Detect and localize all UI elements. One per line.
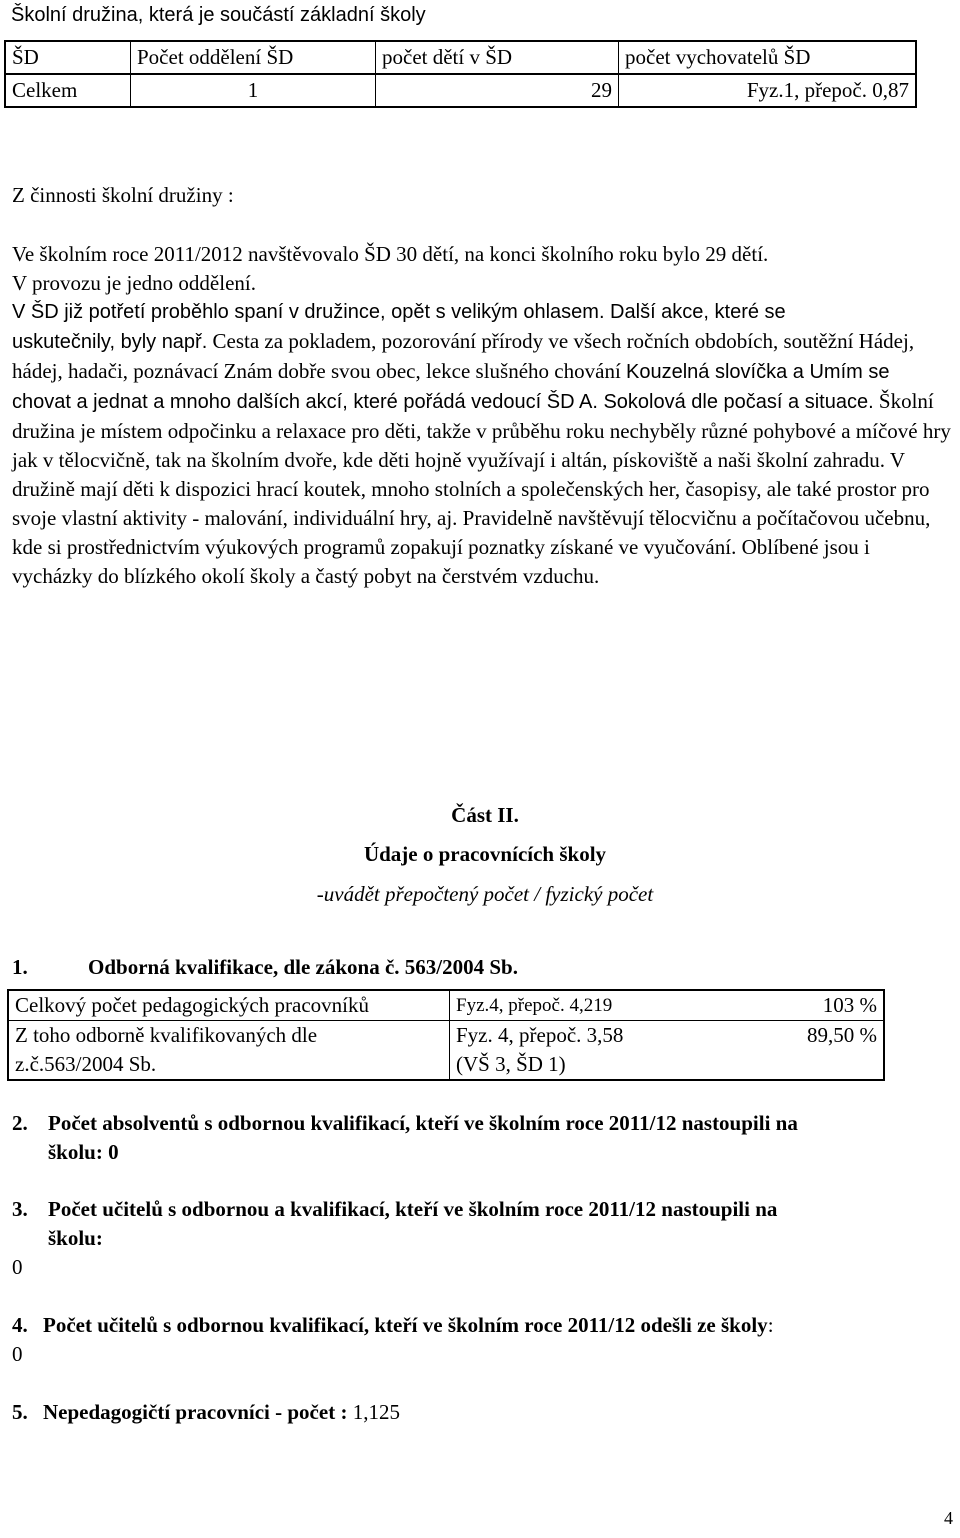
table-cell: Z toho odborně kvalifikovaných dle z.č.563/2004 Sb. [8,1021,450,1081]
qualification-table [7,989,885,1081]
section2-line1: Počet absolventů s odbornou kvalifikací, kteří ve školním roce 2011/12 nastoupili na [48,1111,798,1135]
table-cell: 103 % [686,990,884,1021]
section3-value: 0 [12,1255,23,1279]
table-cell: Fyz.1, přepoč. 0,87 [619,74,917,107]
section1-number: 1. [12,955,28,979]
table-cell: Fyz. 4, přepoč. 3,58 (VŠ 3, ŠD 1) [450,1021,687,1081]
section5-row [12,1400,400,1425]
table-cell: 29 [376,74,619,107]
section3-line1: Počet učitelů s odbornou a kvalifikací, kteří ve školním roce 2011/12 nastoupili na [48,1197,778,1221]
text-span: Kouzelná slovíčka a Umím se chovat a jednat a mnoho dalších akcí, které pořádá vedoucí ŠD A. Sokolová dle počasí a situace. [12,361,890,413]
section5-number: 5. [12,1400,28,1424]
table-header-cell: počet vychovatelů ŠD [619,41,917,74]
section4-number: 4. [12,1313,28,1337]
section4-colon: : [767,1313,774,1337]
staff-table [4,40,917,108]
table-header-cell: Počet oddělení ŠD [131,41,376,74]
table-row [8,1021,884,1081]
section4-value: 0 [12,1342,23,1366]
page-number: 4 [944,1508,953,1528]
table-cell: 89,50 % [686,1021,884,1081]
section2-line2: školu: 0 [48,1140,119,1164]
part-note: -uvádět přepočtený počet / fyzický počet [316,882,654,906]
section5-value: 1,125 [347,1400,400,1424]
section-heading: Školní družina, která je součástí základní školy [11,4,426,26]
activities-intro [12,240,957,327]
section1-title: Odborná kvalifikace, dle zákona č. 563/2004 Sb. [88,955,518,979]
section5-title: Nepedagogičtí pracovníci - počet : [43,1400,348,1424]
table-header-cell: počet dětí v ŠD [376,41,619,74]
table-header-cell: ŠD [5,41,131,74]
text-line: V ŠD již potřetí proběhlo spaní v družince, opět s velikým ohlasem. Další akce, které se [12,301,786,323]
part-title: Část II. [451,803,519,827]
table-cell: Celkový počet pedagogických pracovníků [8,990,450,1021]
text-line: V provozu je jedno oddělení. [12,271,256,295]
section3-number: 3. [12,1197,28,1221]
text-span: Školní družina je místem odpočinku a relaxace pro děti, takže v průběhu roku nechyběly různé pohybové a míčové hry jak v tělocvičně, tak na školním dvoře, kde děti hojně využívají i altán, pískoviště a naši školní zahradu. V družině mají děti k dispozici hrací koutek, mnoho stolních a společenských her, časopisy, ale také prostor pro svoje vlastní aktivity - malování, individuální hry, aj. Pravidelně navštěvují tělocvičnu a počítačovou učebnu, kde si prostřednictvím výukových programů zopakují poznatky získané ve vyučování. Oblíbené jsou i vycházky do blízkého okolí školy a častý pobyt na čerstvém vzduchu. [12,389,951,588]
table-cell: Celkem [5,74,131,107]
table-cell: Fyz.4, přepoč. 4,219 [450,990,687,1021]
table-row [5,74,916,107]
part-subtitle: Údaje o pracovnících školy [363,842,607,866]
text-span: uskutečnily, byly např. [12,331,208,353]
section2-number: 2. [12,1111,28,1135]
table-cell: 1 [131,74,376,107]
section4-row [12,1313,774,1338]
table-header-row [5,41,916,74]
table-row [8,990,884,1021]
activities-body [12,327,952,591]
text-span: Cesta za pokladem, pozorování přírody ve všech ročních obdobích, soutěžní Hádej, hádej, hadači, poznávací Znám dobře svou obec, lekce slušného chování [12,329,915,383]
text-line: Ve školním roce 2011/2012 navštěvovalo ŠD 30 dětí, na konci školního roku bylo 29 dětí. [12,242,769,266]
section4-title: Počet učitelů s odbornou kvalifikací, kteří ve školním roce 2011/12 odešli ze školy [43,1313,768,1337]
activities-title: Z činnosti školní družiny : [12,183,234,207]
section3-line2: školu: [48,1226,103,1250]
